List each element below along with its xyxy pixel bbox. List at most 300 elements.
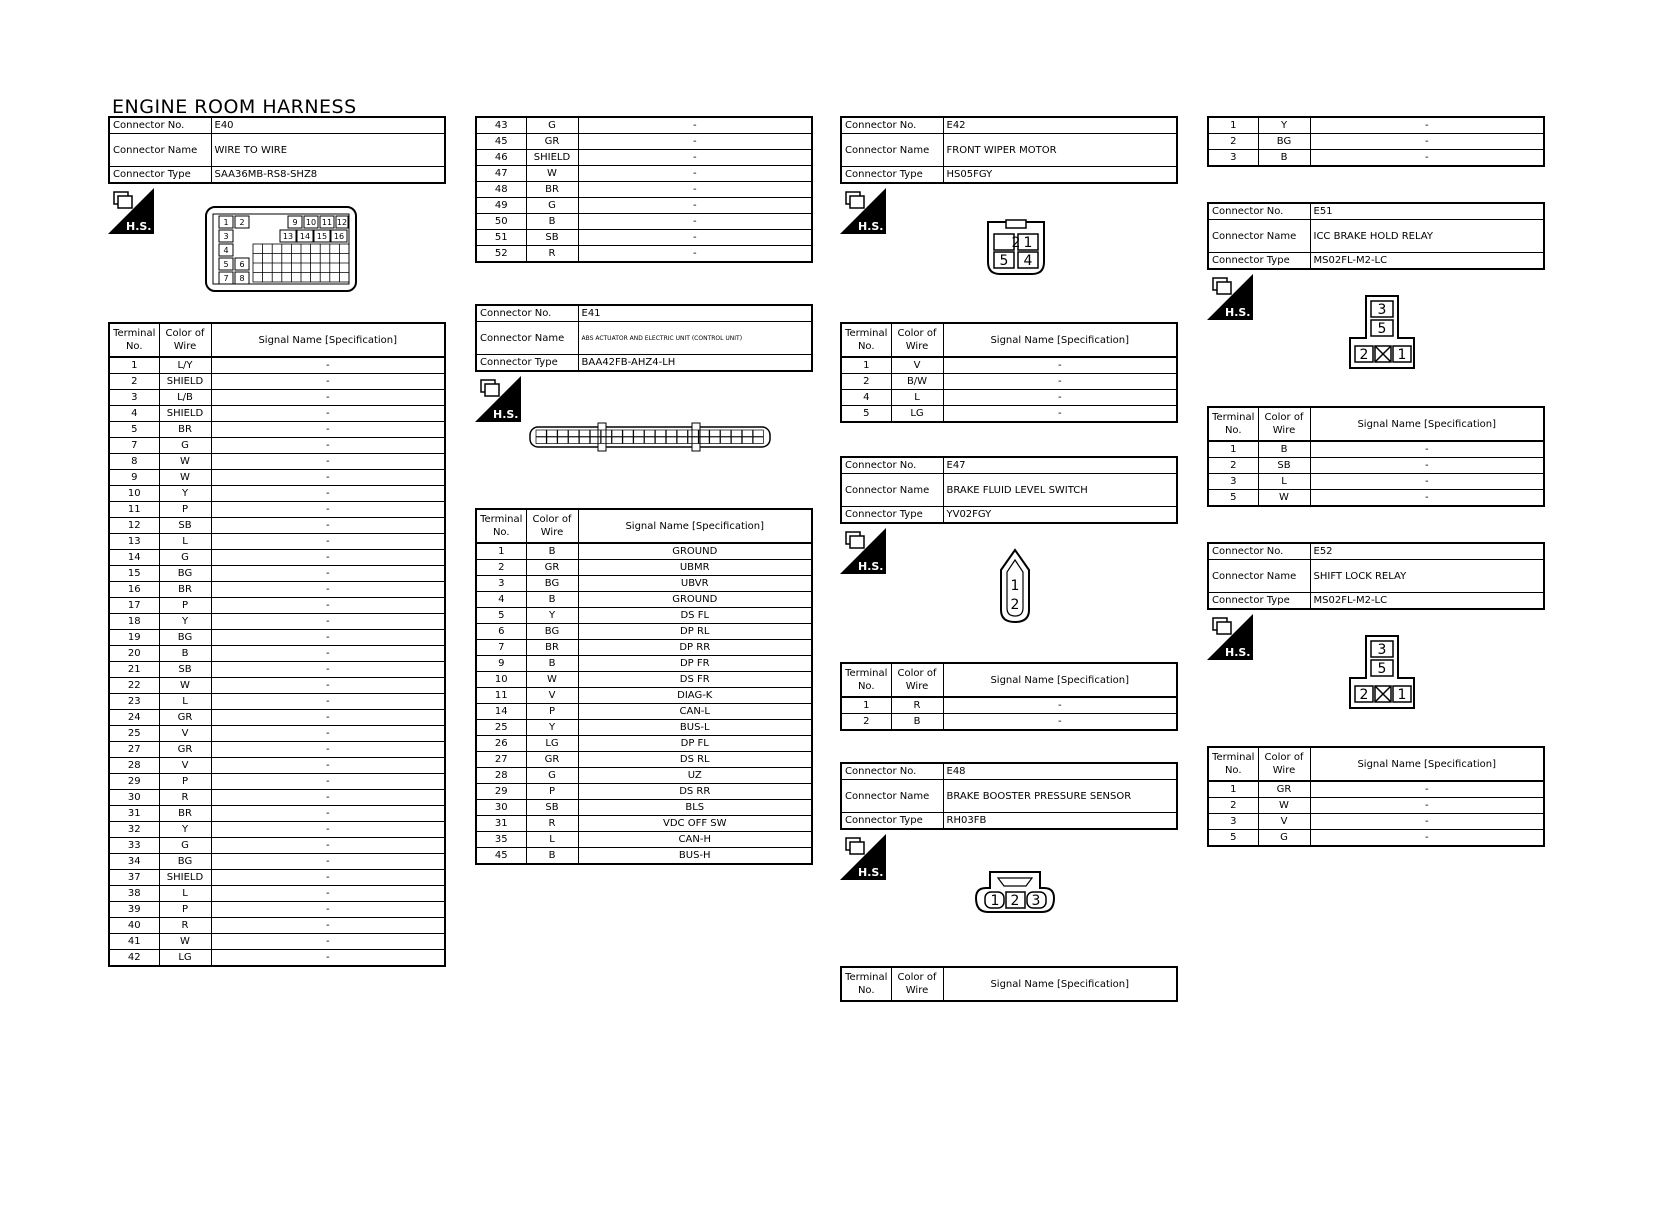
e52-rows bbox=[1208, 781, 1544, 846]
terminal-no-cell: 3 bbox=[1208, 814, 1258, 830]
wire-color-cell: V bbox=[891, 357, 943, 374]
connector-pin bbox=[558, 430, 568, 437]
wire-color-cell: R bbox=[159, 790, 211, 806]
table-row bbox=[841, 357, 1177, 374]
svg-text:5: 5 bbox=[223, 260, 229, 269]
terminal-no-cell: 5 bbox=[1208, 830, 1258, 847]
e40-connector-face bbox=[205, 206, 357, 292]
signal-name-cell: - bbox=[943, 374, 1177, 390]
wire-color-cell: V bbox=[1258, 814, 1310, 830]
wire-color-cell: W bbox=[159, 470, 211, 486]
signal-name-cell: - bbox=[1310, 474, 1544, 490]
terminal-no-cell: 21 bbox=[109, 662, 159, 678]
signal-name-cell: - bbox=[211, 438, 445, 454]
table-row bbox=[476, 800, 812, 816]
hs-icon bbox=[840, 528, 886, 574]
header-color-of-wire: Color of Wire bbox=[1258, 407, 1310, 441]
e52-info-table bbox=[1207, 542, 1545, 610]
wire-color-cell: Y bbox=[526, 720, 578, 736]
header-signal-name: Signal Name [Specification] bbox=[1310, 747, 1544, 781]
e40-continued-rows bbox=[476, 117, 812, 262]
svg-text:H.S.: H.S. bbox=[493, 408, 519, 421]
signal-name-cell: - bbox=[578, 214, 812, 230]
terminal-no-cell: 9 bbox=[476, 656, 526, 672]
e41-connector-face bbox=[528, 422, 772, 452]
signal-name-cell: - bbox=[1310, 814, 1544, 830]
svg-text:15: 15 bbox=[316, 232, 328, 241]
svg-text:H.S.: H.S. bbox=[858, 866, 884, 879]
e42-rows bbox=[841, 357, 1177, 422]
signal-name-cell: - bbox=[943, 697, 1177, 714]
terminal-no-cell: 46 bbox=[476, 150, 526, 166]
label-connector-no: Connector No. bbox=[1208, 203, 1310, 220]
wire-color-cell: W bbox=[1258, 798, 1310, 814]
terminal-no-cell: 15 bbox=[109, 566, 159, 582]
e47-info-table bbox=[840, 456, 1178, 524]
e42-info-table bbox=[840, 116, 1178, 184]
terminal-no-cell: 11 bbox=[476, 688, 526, 704]
signal-name-cell: - bbox=[1310, 830, 1544, 847]
header-signal-name: Signal Name [Specification] bbox=[943, 967, 1177, 1001]
signal-name-cell: - bbox=[943, 357, 1177, 374]
wire-color-cell: P bbox=[159, 774, 211, 790]
signal-name-cell: - bbox=[211, 726, 445, 742]
table-row bbox=[109, 726, 445, 742]
terminal-no-cell: 37 bbox=[109, 870, 159, 886]
wire-color-cell: P bbox=[159, 902, 211, 918]
wire-color-cell: SB bbox=[159, 518, 211, 534]
signal-name-cell: - bbox=[211, 390, 445, 406]
connector-pin bbox=[579, 430, 589, 437]
terminal-no-cell: 9 bbox=[109, 470, 159, 486]
label-connector-name: Connector Name bbox=[841, 780, 943, 813]
wire-color-cell: SB bbox=[526, 800, 578, 816]
e41-connector-name: ABS ACTUATOR AND ELECTRIC UNIT (CONTROL UNIT) bbox=[578, 322, 812, 355]
terminal-no-cell: 34 bbox=[109, 854, 159, 870]
table-row bbox=[1208, 781, 1544, 798]
label-connector-name: Connector Name bbox=[476, 322, 578, 355]
hs-icon bbox=[840, 188, 886, 234]
terminal-no-cell: 30 bbox=[109, 790, 159, 806]
terminal-no-cell: 19 bbox=[109, 630, 159, 646]
e41-connector-type: BAA42FB-AHZ4-LH bbox=[578, 355, 812, 372]
label-connector-type: Connector Type bbox=[109, 167, 211, 184]
terminal-no-cell: 5 bbox=[109, 422, 159, 438]
terminal-no-cell: 2 bbox=[1208, 458, 1258, 474]
svg-text:5: 5 bbox=[1377, 321, 1387, 337]
e41-terminal-table bbox=[475, 508, 813, 865]
signal-name-cell: - bbox=[211, 486, 445, 502]
connector-pin bbox=[666, 430, 676, 437]
connector-pin bbox=[579, 437, 589, 444]
signal-name-cell: DS FL bbox=[578, 608, 812, 624]
signal-name-cell: - bbox=[211, 566, 445, 582]
table-row bbox=[109, 950, 445, 967]
svg-text:3: 3 bbox=[1377, 642, 1387, 658]
wire-color-cell: GR bbox=[159, 742, 211, 758]
signal-name-cell: - bbox=[211, 550, 445, 566]
table-row bbox=[109, 694, 445, 710]
terminal-no-cell: 2 bbox=[109, 374, 159, 390]
signal-name-cell: - bbox=[211, 454, 445, 470]
signal-name-cell: - bbox=[211, 870, 445, 886]
svg-text:3: 3 bbox=[223, 232, 229, 241]
signal-name-cell: - bbox=[211, 886, 445, 902]
svg-text:14: 14 bbox=[299, 232, 311, 241]
table-row bbox=[476, 182, 812, 198]
signal-name-cell: - bbox=[211, 630, 445, 646]
signal-name-cell: DS RR bbox=[578, 784, 812, 800]
terminal-no-cell: 31 bbox=[109, 806, 159, 822]
signal-name-cell: - bbox=[578, 134, 812, 150]
signal-name-cell: - bbox=[211, 598, 445, 614]
wire-color-cell: Y bbox=[159, 486, 211, 502]
svg-text:8: 8 bbox=[239, 274, 245, 283]
terminal-no-cell: 26 bbox=[476, 736, 526, 752]
wire-color-cell: R bbox=[891, 697, 943, 714]
e41-rows bbox=[476, 543, 812, 864]
wire-color-cell: SB bbox=[526, 230, 578, 246]
hs-icon bbox=[475, 376, 521, 422]
table-row bbox=[109, 902, 445, 918]
label-connector-name: Connector Name bbox=[109, 134, 211, 167]
signal-name-cell: - bbox=[1310, 798, 1544, 814]
terminal-no-cell: 29 bbox=[476, 784, 526, 800]
label-connector-name: Connector Name bbox=[1208, 560, 1310, 593]
label-connector-no: Connector No. bbox=[1208, 543, 1310, 560]
label-connector-name: Connector Name bbox=[841, 474, 943, 507]
connector-pin bbox=[536, 437, 546, 444]
svg-text:3: 3 bbox=[1031, 893, 1041, 909]
svg-text:H.S.: H.S. bbox=[126, 220, 152, 233]
table-row bbox=[109, 790, 445, 806]
terminal-no-cell: 14 bbox=[476, 704, 526, 720]
header-terminal-no: Terminal No. bbox=[841, 323, 891, 357]
wire-color-cell: V bbox=[159, 726, 211, 742]
connector-pin bbox=[710, 430, 720, 437]
signal-name-cell: DP RL bbox=[578, 624, 812, 640]
wire-color-cell: GR bbox=[526, 752, 578, 768]
e41-connector-no: E41 bbox=[578, 305, 812, 322]
table-row bbox=[109, 662, 445, 678]
table-row bbox=[841, 714, 1177, 731]
table-row bbox=[476, 688, 812, 704]
table-row bbox=[109, 870, 445, 886]
e47-rows bbox=[841, 697, 1177, 730]
e42-connector-no: E42 bbox=[943, 117, 1177, 134]
label-connector-type: Connector Type bbox=[841, 507, 943, 524]
label-connector-no: Connector No. bbox=[476, 305, 578, 322]
wire-color-cell: B bbox=[891, 714, 943, 731]
signal-name-cell: - bbox=[211, 357, 445, 374]
signal-name-cell: - bbox=[211, 918, 445, 934]
header-color-of-wire: Color of Wire bbox=[891, 967, 943, 1001]
table-row bbox=[476, 640, 812, 656]
wire-color-cell: L bbox=[1258, 474, 1310, 490]
terminal-no-cell: 18 bbox=[109, 614, 159, 630]
label-connector-no: Connector No. bbox=[841, 117, 943, 134]
signal-name-cell: - bbox=[211, 774, 445, 790]
wire-color-cell: Y bbox=[159, 822, 211, 838]
svg-text:H.S.: H.S. bbox=[1225, 646, 1251, 659]
table-row bbox=[109, 838, 445, 854]
terminal-no-cell: 27 bbox=[476, 752, 526, 768]
header-color-of-wire: Color of Wire bbox=[1258, 747, 1310, 781]
e47-connector-face bbox=[998, 548, 1032, 624]
label-connector-type: Connector Type bbox=[841, 167, 943, 184]
terminal-no-cell: 23 bbox=[109, 694, 159, 710]
e51-rows bbox=[1208, 441, 1544, 506]
signal-name-cell: - bbox=[211, 518, 445, 534]
signal-name-cell: - bbox=[211, 422, 445, 438]
wire-color-cell: L bbox=[159, 886, 211, 902]
e40-terminal-table bbox=[108, 322, 446, 967]
wire-color-cell: R bbox=[526, 816, 578, 832]
wire-color-cell: BG bbox=[526, 576, 578, 592]
table-row bbox=[476, 230, 812, 246]
signal-name-cell: UZ bbox=[578, 768, 812, 784]
e48-terminal-table bbox=[840, 966, 1178, 1002]
terminal-no-cell: 7 bbox=[476, 640, 526, 656]
table-row bbox=[1208, 441, 1544, 458]
signal-name-cell: - bbox=[211, 950, 445, 967]
e40-rows bbox=[109, 357, 445, 966]
signal-name-cell: - bbox=[1310, 150, 1544, 167]
svg-text:2: 2 bbox=[1011, 235, 1021, 251]
e48-connector-name: BRAKE BOOSTER PRESSURE SENSOR bbox=[943, 780, 1177, 813]
wire-color-cell: B bbox=[1258, 441, 1310, 458]
label-connector-no: Connector No. bbox=[841, 763, 943, 780]
svg-text:13: 13 bbox=[282, 232, 294, 241]
wire-color-cell: V bbox=[159, 758, 211, 774]
connector-pin bbox=[655, 437, 665, 444]
table-row bbox=[109, 406, 445, 422]
hs-icon bbox=[840, 834, 886, 880]
signal-name-cell: - bbox=[211, 790, 445, 806]
wire-color-cell: BR bbox=[159, 582, 211, 598]
terminal-no-cell: 3 bbox=[109, 390, 159, 406]
signal-name-cell: DIAG-K bbox=[578, 688, 812, 704]
table-row bbox=[109, 390, 445, 406]
label-connector-no: Connector No. bbox=[109, 117, 211, 134]
e42-connector-type: HS05FGY bbox=[943, 167, 1177, 184]
wire-color-cell: SB bbox=[1258, 458, 1310, 474]
terminal-no-cell: 22 bbox=[109, 678, 159, 694]
terminal-no-cell: 27 bbox=[109, 742, 159, 758]
table-row bbox=[109, 518, 445, 534]
table-row bbox=[476, 134, 812, 150]
wire-color-cell: B bbox=[159, 646, 211, 662]
svg-text:7: 7 bbox=[223, 274, 229, 283]
terminal-no-cell: 13 bbox=[109, 534, 159, 550]
terminal-no-cell: 10 bbox=[476, 672, 526, 688]
signal-name-cell: - bbox=[211, 822, 445, 838]
header-signal-name: Signal Name [Specification] bbox=[211, 323, 445, 357]
svg-text:4: 4 bbox=[1023, 253, 1033, 269]
signal-name-cell: - bbox=[943, 406, 1177, 423]
table-row bbox=[1208, 134, 1544, 150]
table-row bbox=[1208, 830, 1544, 847]
table-row bbox=[476, 592, 812, 608]
signal-name-cell: UBMR bbox=[578, 560, 812, 576]
label-connector-type: Connector Type bbox=[1208, 253, 1310, 270]
terminal-no-cell: 16 bbox=[109, 582, 159, 598]
svg-text:9: 9 bbox=[292, 218, 298, 227]
e48-rows bbox=[1208, 117, 1544, 166]
terminal-no-cell: 30 bbox=[476, 800, 526, 816]
wire-color-cell: SHIELD bbox=[159, 406, 211, 422]
terminal-no-cell: 1 bbox=[1208, 781, 1258, 798]
terminal-no-cell: 25 bbox=[109, 726, 159, 742]
e40-connector-type: SAA36MB-RS8-SHZ8 bbox=[211, 167, 445, 184]
signal-name-cell: - bbox=[1310, 490, 1544, 507]
svg-text:4: 4 bbox=[223, 246, 229, 255]
signal-name-cell: - bbox=[1310, 458, 1544, 474]
label-connector-name: Connector Name bbox=[841, 134, 943, 167]
table-row bbox=[1208, 474, 1544, 490]
svg-text:16: 16 bbox=[333, 232, 345, 241]
table-row bbox=[476, 543, 812, 560]
terminal-no-cell: 1 bbox=[1208, 117, 1258, 134]
table-row bbox=[841, 374, 1177, 390]
terminal-no-cell: 3 bbox=[1208, 474, 1258, 490]
svg-text:1: 1 bbox=[1397, 687, 1407, 703]
connector-pin bbox=[710, 437, 720, 444]
header-color-of-wire: Color of Wire bbox=[159, 323, 211, 357]
connector-pin bbox=[645, 430, 655, 437]
e47-connector-type: YV02FGY bbox=[943, 507, 1177, 524]
table-row bbox=[476, 246, 812, 263]
terminal-no-cell: 12 bbox=[109, 518, 159, 534]
wire-color-cell: G bbox=[159, 838, 211, 854]
wire-color-cell: BG bbox=[159, 854, 211, 870]
header-terminal-no: Terminal No. bbox=[109, 323, 159, 357]
signal-name-cell: - bbox=[211, 646, 445, 662]
table-row bbox=[476, 608, 812, 624]
terminal-no-cell: 38 bbox=[109, 886, 159, 902]
wire-color-cell: V bbox=[526, 688, 578, 704]
table-row bbox=[109, 886, 445, 902]
wire-color-cell: R bbox=[526, 246, 578, 263]
signal-name-cell: - bbox=[943, 390, 1177, 406]
e48-connector-face bbox=[974, 868, 1056, 916]
signal-name-cell: - bbox=[578, 150, 812, 166]
terminal-no-cell: 50 bbox=[476, 214, 526, 230]
wire-color-cell: L bbox=[891, 390, 943, 406]
wire-color-cell: W bbox=[159, 678, 211, 694]
wire-color-cell: L/Y bbox=[159, 357, 211, 374]
connector-pin bbox=[558, 437, 568, 444]
table-row bbox=[109, 646, 445, 662]
connector-pin bbox=[677, 430, 687, 437]
terminal-no-cell: 5 bbox=[476, 608, 526, 624]
header-terminal-no: Terminal No. bbox=[841, 663, 891, 697]
table-row bbox=[476, 752, 812, 768]
header-color-of-wire: Color of Wire bbox=[891, 323, 943, 357]
signal-name-cell: - bbox=[1310, 134, 1544, 150]
table-row bbox=[841, 406, 1177, 423]
table-row bbox=[476, 720, 812, 736]
terminal-no-cell: 2 bbox=[1208, 134, 1258, 150]
table-row bbox=[109, 710, 445, 726]
wire-color-cell: G bbox=[526, 198, 578, 214]
e51-terminal-table bbox=[1207, 406, 1545, 507]
svg-text:1: 1 bbox=[990, 893, 1000, 909]
connector-pin bbox=[547, 430, 557, 437]
wire-color-cell: W bbox=[526, 166, 578, 182]
svg-text:1: 1 bbox=[1010, 578, 1020, 594]
connector-pin bbox=[634, 430, 644, 437]
wire-color-cell: B bbox=[526, 214, 578, 230]
signal-name-cell: - bbox=[211, 534, 445, 550]
e51-info-table bbox=[1207, 202, 1545, 270]
connector-pin bbox=[721, 437, 731, 444]
signal-name-cell: GROUND bbox=[578, 592, 812, 608]
wire-color-cell: Y bbox=[159, 614, 211, 630]
wire-color-cell: GR bbox=[526, 134, 578, 150]
connector-pin bbox=[731, 430, 741, 437]
terminal-no-cell: 1 bbox=[841, 357, 891, 374]
signal-name-cell: - bbox=[211, 662, 445, 678]
connector-pin bbox=[536, 430, 546, 437]
signal-name-cell: - bbox=[578, 166, 812, 182]
terminal-no-cell: 29 bbox=[109, 774, 159, 790]
page-title: ENGINE ROOM HARNESS bbox=[112, 96, 357, 118]
table-row bbox=[476, 166, 812, 182]
wire-color-cell: LG bbox=[526, 736, 578, 752]
table-row bbox=[476, 848, 812, 865]
connector-pin bbox=[742, 430, 752, 437]
e52-connector-no: E52 bbox=[1310, 543, 1544, 560]
wire-color-cell: W bbox=[159, 454, 211, 470]
e40-connector-no: E40 bbox=[211, 117, 445, 134]
signal-name-cell: DS RL bbox=[578, 752, 812, 768]
wire-color-cell: G bbox=[1258, 830, 1310, 847]
terminal-no-cell: 48 bbox=[476, 182, 526, 198]
terminal-no-cell: 4 bbox=[476, 592, 526, 608]
terminal-no-cell: 5 bbox=[841, 406, 891, 423]
wire-color-cell: B bbox=[526, 543, 578, 560]
table-row bbox=[109, 502, 445, 518]
connector-pin bbox=[612, 437, 622, 444]
e47-connector-name: BRAKE FLUID LEVEL SWITCH bbox=[943, 474, 1177, 507]
table-row bbox=[109, 357, 445, 374]
connector-pin bbox=[721, 430, 731, 437]
e51-connector-type: MS02FL-M2-LC bbox=[1310, 253, 1544, 270]
wire-color-cell: B bbox=[1258, 150, 1310, 167]
terminal-no-cell: 43 bbox=[476, 117, 526, 134]
signal-name-cell: - bbox=[578, 246, 812, 263]
terminal-no-cell: 25 bbox=[476, 720, 526, 736]
table-row bbox=[109, 438, 445, 454]
wire-color-cell: B bbox=[526, 592, 578, 608]
svg-text:H.S.: H.S. bbox=[1225, 306, 1251, 319]
signal-name-cell: - bbox=[211, 470, 445, 486]
table-row bbox=[109, 758, 445, 774]
signal-name-cell: - bbox=[1310, 781, 1544, 798]
wire-color-cell: B bbox=[526, 656, 578, 672]
signal-name-cell: - bbox=[211, 838, 445, 854]
svg-text:2: 2 bbox=[1010, 893, 1020, 909]
wire-color-cell: P bbox=[159, 502, 211, 518]
terminal-no-cell: 10 bbox=[109, 486, 159, 502]
signal-name-cell: BUS-H bbox=[578, 848, 812, 865]
signal-name-cell: - bbox=[578, 198, 812, 214]
table-row bbox=[841, 697, 1177, 714]
signal-name-cell: DP RR bbox=[578, 640, 812, 656]
wire-color-cell: R bbox=[159, 918, 211, 934]
terminal-no-cell: 3 bbox=[476, 576, 526, 592]
